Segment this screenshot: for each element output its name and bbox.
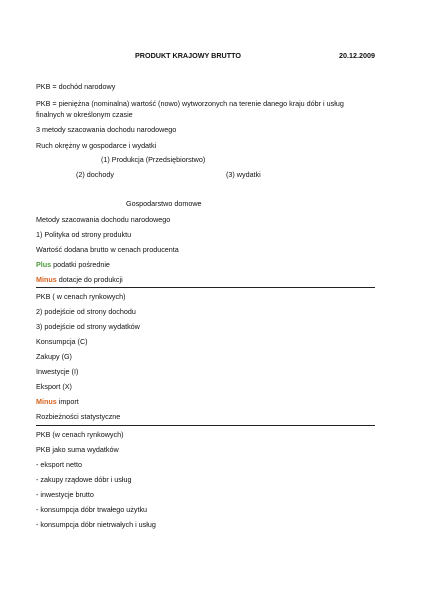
diagram-production: (1) Produkcja (Przedsiębiorstwo) (101, 155, 206, 164)
line-pkb-market-prices: PKB ( w cenach rynkowych) (36, 292, 126, 301)
line-nondurable-consumption: - konsumpcja dóbr nietrwałych i usług (36, 520, 156, 529)
diagram-income: (2) dochody (76, 170, 114, 179)
page-title: PRODUKT KRAJOWY BRUTTO (135, 51, 241, 60)
line-circular-flow: Ruch okrężny w gospodarce i wydatki (36, 141, 157, 150)
indirect-taxes-text: podatki pośrednie (51, 260, 110, 269)
subsidies-text: dotacje do produkcji (56, 275, 123, 284)
line-pkb-nominal-1: PKB = pieniężna (nominalna) wartość (nowo) wytworzonych na terenie danego kraju dóbr i usług (36, 99, 344, 108)
diagram-expenditure: (3) wydatki (226, 170, 261, 179)
line-gross-value-added: Wartość dodana brutto w cenach producenta (36, 245, 179, 254)
import-text: import (56, 397, 79, 406)
line-export: Eksport (X) (36, 382, 72, 391)
line-pkb-definition: PKB = dochód narodowy (36, 82, 116, 91)
line-pkb-market-prices-2: PKB (w cenach rynkowych) (36, 430, 124, 439)
line-net-exports: - eksport netto (36, 460, 82, 469)
line-product-side: 1) Polityka od strony produktu (36, 230, 132, 239)
line-minus-import (36, 397, 79, 406)
page-date: 20.12.2009 (339, 51, 375, 60)
line-plus-indirect-taxes (36, 260, 110, 269)
diagram-household: Gospodarstwo domowe (126, 199, 202, 208)
minus-keyword: Minus (36, 275, 57, 284)
line-investments: Inwestycje (I) (36, 367, 79, 376)
line-durable-consumption: - konsumpcja dóbr trwałego użytku (36, 505, 148, 514)
line-expenditure-side: 3) podejście od strony wydatków (36, 322, 140, 331)
divider-line-2 (36, 425, 375, 426)
line-gross-investment: - inwestycje brutto (36, 490, 94, 499)
minus-keyword-import: Minus (36, 397, 57, 406)
line-three-methods: 3 metody szacowania dochodu narodowego (36, 125, 177, 134)
divider-line-1 (36, 287, 375, 288)
line-purchases: Zakupy (G) (36, 352, 72, 361)
line-government-purchases: - zakupy rządowe dóbr i usług (36, 475, 132, 484)
line-methods-heading: Metody szacowania dochodu narodowego (36, 215, 171, 224)
line-statistical-discrepancy: Rozbieżności statystyczne (36, 412, 121, 421)
plus-keyword: Plus (36, 260, 52, 269)
line-pkb-sum-expenditures: PKB jako suma wydatków (36, 445, 119, 454)
line-consumption: Konsumpcja (C) (36, 337, 88, 346)
line-pkb-nominal-2: finalnych w określonym czasie (36, 110, 133, 119)
line-minus-subsidies (36, 275, 123, 284)
line-income-side: 2) podejście od strony dochodu (36, 307, 136, 316)
